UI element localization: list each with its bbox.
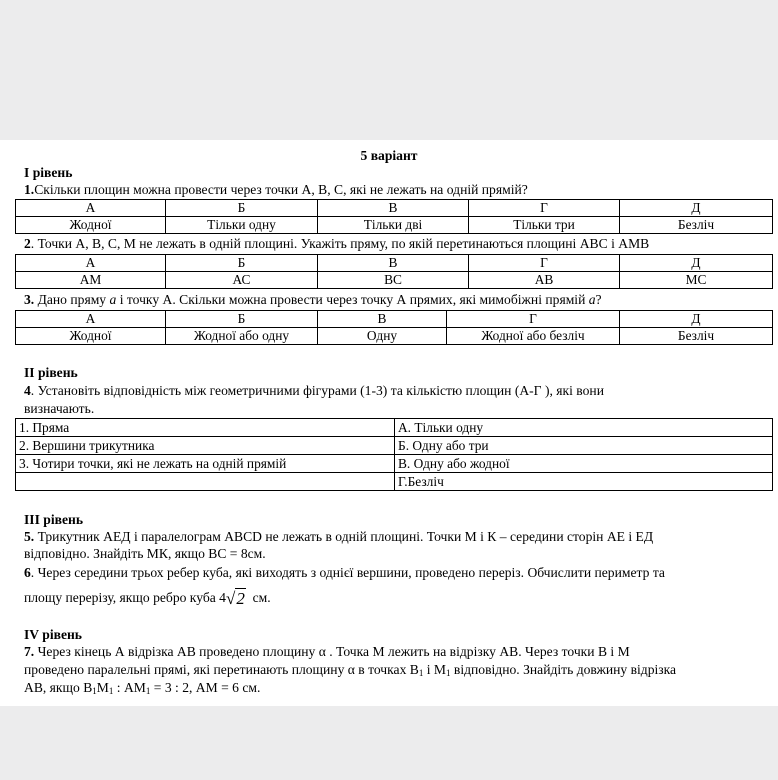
q3-answer: Жодної або безліч — [447, 328, 620, 345]
q1-answer: Безліч — [620, 217, 773, 234]
q7-subscript: 1 — [108, 686, 114, 696]
q4-figure — [16, 473, 395, 491]
q3-answer: Одну — [318, 328, 447, 345]
q7-subscript: 1 — [418, 668, 424, 678]
q2-option-label: Б — [166, 255, 318, 272]
q6-number: 6 — [24, 565, 31, 580]
level2-heading: ІІ рівень — [24, 365, 78, 380]
q7-subscript: 1 — [145, 686, 151, 696]
q3-variable: a — [109, 292, 117, 307]
q4-row — [16, 455, 773, 473]
q1-answer: Тільки три — [469, 217, 620, 234]
q4-option: Г.Безліч — [395, 473, 773, 491]
q7-subscript: 1 — [446, 668, 451, 678]
q2-header-row — [16, 255, 773, 272]
q2-option-label: Д — [620, 255, 773, 272]
q4-figure: 1. Пряма — [16, 419, 395, 437]
q1-answer-row — [16, 217, 773, 234]
q4-row — [16, 437, 773, 455]
q2-option-label: Г — [469, 255, 620, 272]
q2-text — [24, 236, 649, 252]
q5-number: 5. — [24, 529, 35, 544]
q7-text-part: АВ, якщо В — [24, 680, 93, 695]
q2-question: . Точки А, В, С, М не лежать в одній площині. Укажіть пряму, по якій перетинаються площині АВС і АМВ — [30, 236, 650, 251]
q7-text-part: М — [96, 680, 109, 695]
q1-answer: Тільки одну — [166, 217, 318, 234]
q7-text-part: = 3 : 2, АМ = 6 см. — [150, 680, 261, 695]
q1-header-row — [16, 200, 773, 217]
q2-answer: МС — [620, 272, 773, 289]
q3-answer-row — [16, 328, 773, 345]
q5-line1 — [24, 529, 653, 545]
q3-question-part: ? — [595, 292, 602, 307]
q3-option-label: Б — [166, 311, 318, 328]
q3-option-label: Д — [620, 311, 773, 328]
q1-option-label: В — [318, 200, 469, 217]
q5-question: Трикутник АЕД і паралелограм АВСD не лежать в одній площині. Точки М і К – середини сторін АЕ і ЕД — [34, 529, 654, 544]
q4-figure: 2. Вершини трикутника — [16, 437, 395, 455]
q4-text-line1 — [24, 383, 604, 399]
q3-answer-table — [15, 310, 773, 345]
level1-heading: І рівень — [24, 165, 73, 180]
q6-line1 — [24, 565, 665, 581]
q7-line3 — [24, 680, 260, 696]
level3-heading: ІІІ рівень — [24, 512, 84, 527]
q4-matching-table — [15, 418, 773, 491]
q6-unit: см. — [252, 590, 271, 605]
q3-header-row — [16, 311, 773, 328]
q3-answer: Жодної або одну — [166, 328, 318, 345]
q6-question: . Через середини трьох ребер куба, які виходять з однієї вершини, проведено переріз. Обчислити периметр та — [30, 565, 665, 580]
q1-number: 1. — [24, 182, 35, 197]
q1-option-label: Б — [166, 200, 318, 217]
q7-line2 — [24, 662, 676, 678]
q1-answer: Жодної — [16, 217, 166, 234]
q7-question: Через кінець А відрізка АВ проведено площину α . Точка М лежить на відрізку АВ. Через точки В і М — [34, 644, 630, 659]
q3-option-label: А — [16, 311, 166, 328]
q7-line1 — [24, 644, 630, 660]
worksheet-page — [0, 140, 778, 706]
q7-text-part: проведено паралельні прямі, які перетинають площину α в точках В — [24, 662, 419, 677]
level4-heading: ІV рівень — [24, 627, 82, 642]
q4-option: В. Одну або жодної — [395, 455, 773, 473]
q6-question-part: площу перерізу, якщо ребро куба 4 — [24, 590, 226, 605]
q6-line2 — [24, 590, 271, 607]
sqrt-radicand: 2 — [236, 589, 245, 608]
q3-text — [24, 292, 602, 308]
q7-subscript: 1 — [92, 686, 97, 696]
q2-answer: АМ — [16, 272, 166, 289]
q2-answer-table — [15, 254, 773, 289]
q4-text-line2: визначають. — [24, 401, 95, 416]
q1-option-label: Г — [469, 200, 620, 217]
q1-option-label: А — [16, 200, 166, 217]
q5-line2: відповідно. Знайдіть МК, якщо ВС = 8см. — [24, 546, 266, 561]
q7-number: 7. — [24, 644, 35, 659]
q7-text-part: і М — [423, 662, 447, 677]
q1-answer-table — [15, 199, 773, 234]
q3-option-label: Г — [447, 311, 620, 328]
q4-option: Б. Одну або три — [395, 437, 773, 455]
q2-answer: ВС — [318, 272, 469, 289]
q2-number: 2 — [24, 236, 31, 251]
q1-option-label: Д — [620, 200, 773, 217]
variant-title: 5 варіант — [360, 148, 418, 163]
q1-answer: Тільки дві — [318, 217, 469, 234]
q2-option-label: А — [16, 255, 166, 272]
q4-question: . Установіть відповідність між геометричними фігурами (1-3) та кількістю площин (А-Г ), які вони — [30, 383, 604, 398]
q4-row — [16, 419, 773, 437]
q3-answer: Безліч — [620, 328, 773, 345]
q4-figure: 3. Чотири точки, які не лежать на одній прямій — [16, 455, 395, 473]
q3-answer: Жодної — [16, 328, 166, 345]
q3-option-label: В — [318, 311, 447, 328]
q4-option: А. Тільки одну — [395, 419, 773, 437]
q1-question: Скільки площин можна провести через точки А, В, С, які не лежать на одній прямій? — [34, 182, 528, 197]
q4-number: 4 — [24, 383, 31, 398]
q2-option-label: В — [318, 255, 469, 272]
q7-text-part: відповідно. Знайдіть довжину відрізка — [450, 662, 677, 677]
q3-variable: a — [588, 292, 596, 307]
q1-text — [24, 182, 528, 198]
sqrt-symbol: √2 — [225, 589, 245, 608]
q3-question-part: і точку А. Скільки можна провести через точку А прямих, які мимобіжні прямій — [116, 292, 589, 307]
q2-answer-row — [16, 272, 773, 289]
q4-row — [16, 473, 773, 491]
q2-answer: АС — [166, 272, 318, 289]
q2-answer: АВ — [469, 272, 620, 289]
q3-question-part: Дано пряму — [34, 292, 110, 307]
q7-text-part: : АМ — [113, 680, 146, 695]
q3-number: 3. — [24, 292, 35, 307]
